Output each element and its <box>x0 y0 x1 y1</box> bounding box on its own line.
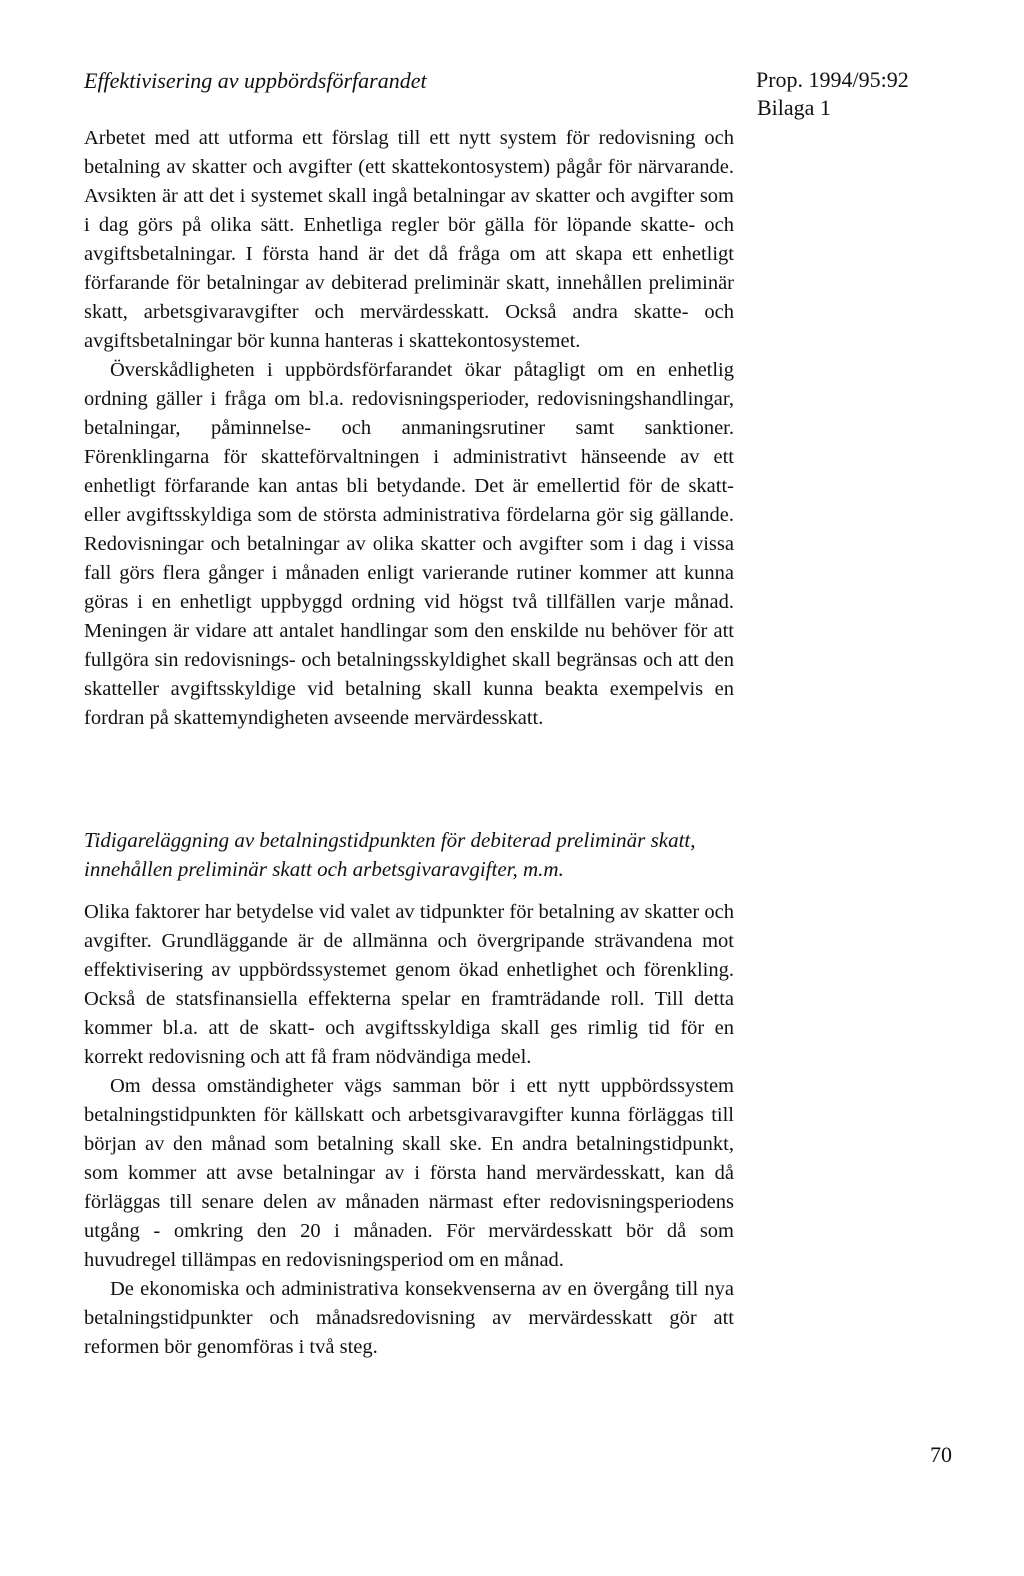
bilaga-label: Bilaga 1 <box>757 95 831 120</box>
section-heading: Tidigareläggning av betalningstidpunkten för debiterad preliminär skatt, innehållen preliminär skatt och arbetsgivaravgifter, m.m. <box>84 828 696 881</box>
prop-number: Prop. 1994/95:92 <box>756 67 909 92</box>
document-reference <box>756 66 909 122</box>
page-number: 70 <box>930 1442 952 1467</box>
section-2-body <box>84 898 734 1362</box>
paragraph: Överskådligheten i uppbördsförfarandet ökar påtagligt om en enhetlig ordning gäller i fråga om bl.a. redovisningsperioder, redovisningshandlingar, betalningar, påminnelse- och anmaningsrutiner samt sanktioner. Förenklingarna för skatteförvaltningen i administrativt hänseende av ett enhetligt förfarande kan antas bli betydande. Det är emellertid för de skatt- eller avgiftsskyldiga som de största administrativa fördelarna gör sig gällande. Redovisningar och betalningar av olika skatter och avgifter som i dag i vissa fall görs flera gånger i månaden enligt varierande rutiner kommer att kunna göras i en enhetligt uppbyggd ordning vid högst två tillfällen varje månad. Meningen är vidare att antalet handlingar som den enskilde nu behöver för att fullgöra sin redovisnings- och betalningsskyldighet skall begränsas och att den skatteller avgiftsskyldige vid betalning skall kunna beakta exempelvis en fordran på skattemyndigheten avseende mervärdesskatt. <box>84 359 734 729</box>
paragraph: De ekonomiska och administrativa konsekvenserna av en övergång till nya betalningstidpunkter och månadsredovisning av mervärdesskatt gör att reformen bör genomföras i två steg. <box>84 1278 734 1358</box>
paragraph: Olika faktorer har betydelse vid valet av tidpunkter för betalning av skatter och avgifter. Grundläggande är de allmänna och övergripande strävandena mot effektivisering av uppbördssystemet genom ökad enhetlighet och förenkling. Också de statsfinansiella effekterna spelar en framträdande roll. Till detta kommer bl.a. att de skatt- och avgiftsskyldiga skall ges rimlig tid för en korrekt redovisning och att få fram nödvändiga medel. <box>84 901 734 1068</box>
paragraph: Arbetet med att utforma ett förslag till ett nytt system för redovisning och betalning av skatter och avgifter (ett skattekontosystem) pågår för närvarande. Avsikten är att det i systemet skall ingå betalningar av skatter och avgifter som i dag görs på olika sätt. Enhetliga regler bör gälla för löpande skatte- och avgiftsbetalningar. I första hand är det då fråga om att skapa ett enhetligt förfarande för betalningar av debiterad preliminär skatt, innehållen preliminär skatt, arbetsgivaravgifter och mervärdesskatt. Också andra skatte- och avgiftsbetalningar bör kunna hanteras i skattekontosystemet. <box>84 127 734 352</box>
running-title: Effektivisering av uppbördsförfarandet <box>84 68 427 93</box>
paragraph: Om dessa omständigheter vägs samman bör i ett nytt uppbördssystem betalningstidpunkten för källskatt och arbetsgivaravgifter kunna förläggas till början av den månad som betalning skall ske. En andra betalningstidpunkt, som kommer att avse betalningar av i första hand mervärdesskatt, kan då förläggas till senare delen av månaden närmast efter redovisningsperiodens utgång - omkring den 20 i månaden. För mervärdesskatt bör då som huvudregel tillämpas en redovisningsperiod om en månad. <box>84 1075 734 1271</box>
section-1-body <box>84 124 734 733</box>
